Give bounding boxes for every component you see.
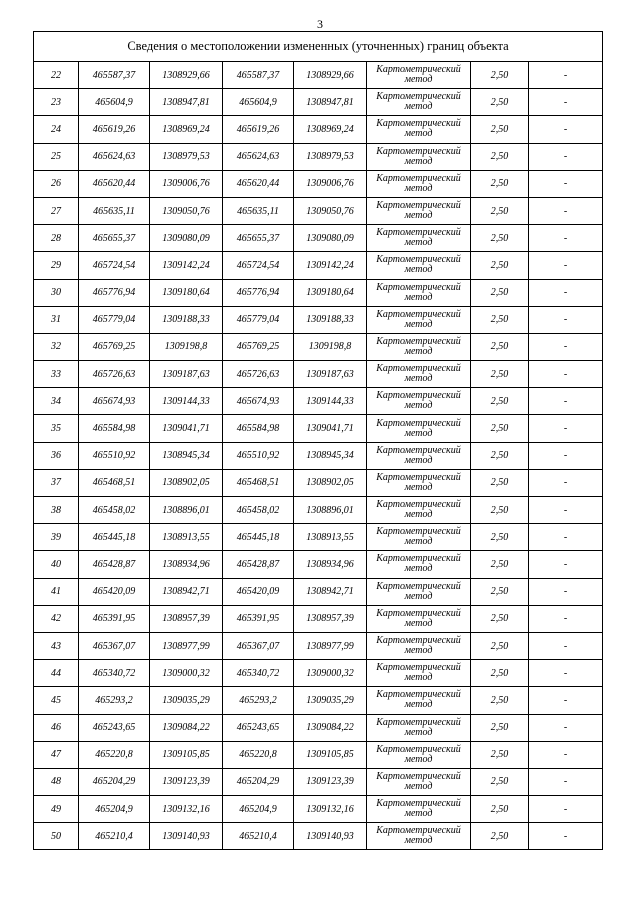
accuracy-cell: 2,50: [471, 524, 529, 551]
accuracy-cell: 2,50: [471, 714, 529, 741]
existing-x-cell: 465428,87: [79, 551, 150, 578]
new-x-cell: 465458,02: [223, 497, 294, 524]
description-cell: -: [529, 333, 603, 360]
existing-y-cell: 1309142,24: [150, 252, 223, 279]
new-x-cell: 465779,04: [223, 306, 294, 333]
existing-x-cell: 465243,65: [79, 714, 150, 741]
new-x-cell: 465635,11: [223, 197, 294, 224]
description-cell: -: [529, 279, 603, 306]
new-y-cell: 1308945,34: [294, 442, 367, 469]
table-row: [34, 442, 603, 469]
description-cell: -: [529, 551, 603, 578]
table-row: [34, 388, 603, 415]
table-row: [34, 62, 603, 89]
new-y-cell: 1309132,16: [294, 796, 367, 823]
existing-y-cell: 1308929,66: [150, 62, 223, 89]
existing-x-cell: 465210,4: [79, 823, 150, 850]
accuracy-cell: 2,50: [471, 252, 529, 279]
table-row: [34, 116, 603, 143]
table-row: [34, 687, 603, 714]
table-row: [34, 741, 603, 768]
accuracy-cell: 2,50: [471, 823, 529, 850]
existing-x-cell: 465584,98: [79, 415, 150, 442]
accuracy-cell: 2,50: [471, 687, 529, 714]
existing-x-cell: 465391,95: [79, 605, 150, 632]
new-y-cell: 1309035,29: [294, 687, 367, 714]
method-cell: Картометрический метод: [367, 116, 471, 143]
table-row: [34, 279, 603, 306]
point-number-cell: 30: [34, 279, 79, 306]
description-cell: -: [529, 605, 603, 632]
point-number-cell: 37: [34, 469, 79, 496]
new-y-cell: 1308929,66: [294, 62, 367, 89]
accuracy-cell: 2,50: [471, 333, 529, 360]
accuracy-cell: 2,50: [471, 741, 529, 768]
table-row: [34, 578, 603, 605]
method-cell: Картометрический метод: [367, 62, 471, 89]
method-cell: Картометрический метод: [367, 252, 471, 279]
table-row: [34, 252, 603, 279]
table-row: [34, 361, 603, 388]
new-y-cell: 1308957,39: [294, 605, 367, 632]
new-y-cell: 1309180,64: [294, 279, 367, 306]
existing-y-cell: 1309198,8: [150, 333, 223, 360]
new-y-cell: 1309006,76: [294, 170, 367, 197]
description-cell: -: [529, 116, 603, 143]
new-y-cell: 1309142,24: [294, 252, 367, 279]
point-number-cell: 49: [34, 796, 79, 823]
method-cell: Картометрический метод: [367, 306, 471, 333]
point-number-cell: 31: [34, 306, 79, 333]
accuracy-cell: 2,50: [471, 768, 529, 795]
method-cell: Картометрический метод: [367, 578, 471, 605]
accuracy-cell: 2,50: [471, 361, 529, 388]
table-row: [34, 551, 603, 578]
new-y-cell: 1308902,05: [294, 469, 367, 496]
accuracy-cell: 2,50: [471, 143, 529, 170]
new-y-cell: 1308979,53: [294, 143, 367, 170]
existing-x-cell: 465367,07: [79, 632, 150, 659]
point-number-cell: 25: [34, 143, 79, 170]
new-y-cell: 1309123,39: [294, 768, 367, 795]
description-cell: -: [529, 660, 603, 687]
new-x-cell: 465624,63: [223, 143, 294, 170]
method-cell: Картометрический метод: [367, 823, 471, 850]
new-y-cell: 1309080,09: [294, 225, 367, 252]
existing-y-cell: 1309080,09: [150, 225, 223, 252]
existing-y-cell: 1308979,53: [150, 143, 223, 170]
new-y-cell: 1309188,33: [294, 306, 367, 333]
existing-x-cell: 465445,18: [79, 524, 150, 551]
existing-y-cell: 1309000,32: [150, 660, 223, 687]
new-y-cell: 1308942,71: [294, 578, 367, 605]
table-row: [34, 197, 603, 224]
point-number-cell: 47: [34, 741, 79, 768]
point-number-cell: 33: [34, 361, 79, 388]
new-x-cell: 465243,65: [223, 714, 294, 741]
page-number: 3: [317, 17, 323, 31]
new-x-cell: 465367,07: [223, 632, 294, 659]
existing-y-cell: 1308977,99: [150, 632, 223, 659]
existing-y-cell: 1308945,34: [150, 442, 223, 469]
new-x-cell: 465293,2: [223, 687, 294, 714]
table-row: [34, 170, 603, 197]
description-cell: -: [529, 388, 603, 415]
description-cell: -: [529, 197, 603, 224]
accuracy-cell: 2,50: [471, 116, 529, 143]
existing-x-cell: 465779,04: [79, 306, 150, 333]
point-number-cell: 44: [34, 660, 79, 687]
accuracy-cell: 2,50: [471, 469, 529, 496]
table-row: [34, 143, 603, 170]
method-cell: Картометрический метод: [367, 225, 471, 252]
table-row: [34, 823, 603, 850]
method-cell: Картометрический метод: [367, 388, 471, 415]
point-number-cell: 43: [34, 632, 79, 659]
boundary-table: [33, 31, 603, 850]
new-x-cell: 465204,9: [223, 796, 294, 823]
existing-x-cell: 465624,63: [79, 143, 150, 170]
existing-x-cell: 465468,51: [79, 469, 150, 496]
new-y-cell: 1309084,22: [294, 714, 367, 741]
table-row: [34, 469, 603, 496]
existing-y-cell: 1309123,39: [150, 768, 223, 795]
new-x-cell: 465204,29: [223, 768, 294, 795]
description-cell: -: [529, 170, 603, 197]
description-cell: -: [529, 632, 603, 659]
new-x-cell: 465674,93: [223, 388, 294, 415]
new-x-cell: 465726,63: [223, 361, 294, 388]
method-cell: Картометрический метод: [367, 442, 471, 469]
accuracy-cell: 2,50: [471, 578, 529, 605]
new-x-cell: 465420,09: [223, 578, 294, 605]
method-cell: Картометрический метод: [367, 279, 471, 306]
existing-x-cell: 465604,9: [79, 89, 150, 116]
existing-y-cell: 1309035,29: [150, 687, 223, 714]
existing-x-cell: 465420,09: [79, 578, 150, 605]
accuracy-cell: 2,50: [471, 306, 529, 333]
description-cell: -: [529, 361, 603, 388]
new-x-cell: 465587,37: [223, 62, 294, 89]
point-number-cell: 28: [34, 225, 79, 252]
existing-y-cell: 1308947,81: [150, 89, 223, 116]
existing-x-cell: 465204,9: [79, 796, 150, 823]
new-y-cell: 1309105,85: [294, 741, 367, 768]
table-row: [34, 632, 603, 659]
new-y-cell: 1308947,81: [294, 89, 367, 116]
new-y-cell: 1309187,63: [294, 361, 367, 388]
point-number-cell: 39: [34, 524, 79, 551]
new-x-cell: 465510,92: [223, 442, 294, 469]
point-number-cell: 22: [34, 62, 79, 89]
description-cell: -: [529, 89, 603, 116]
description-cell: -: [529, 524, 603, 551]
existing-x-cell: 465220,8: [79, 741, 150, 768]
existing-y-cell: 1309050,76: [150, 197, 223, 224]
method-cell: Картометрический метод: [367, 361, 471, 388]
description-cell: -: [529, 497, 603, 524]
method-cell: Картометрический метод: [367, 333, 471, 360]
new-y-cell: 1309144,33: [294, 388, 367, 415]
new-x-cell: 465468,51: [223, 469, 294, 496]
method-cell: Картометрический метод: [367, 197, 471, 224]
new-x-cell: 465445,18: [223, 524, 294, 551]
existing-y-cell: 1309144,33: [150, 388, 223, 415]
existing-y-cell: 1309006,76: [150, 170, 223, 197]
method-cell: Картометрический метод: [367, 89, 471, 116]
method-cell: Картометрический метод: [367, 551, 471, 578]
method-cell: Картометрический метод: [367, 796, 471, 823]
existing-x-cell: 465510,92: [79, 442, 150, 469]
existing-y-cell: 1309084,22: [150, 714, 223, 741]
new-y-cell: 1309198,8: [294, 333, 367, 360]
accuracy-cell: 2,50: [471, 170, 529, 197]
method-cell: Картометрический метод: [367, 605, 471, 632]
new-y-cell: 1308896,01: [294, 497, 367, 524]
new-x-cell: 465620,44: [223, 170, 294, 197]
existing-y-cell: 1308957,39: [150, 605, 223, 632]
new-y-cell: 1308969,24: [294, 116, 367, 143]
description-cell: -: [529, 62, 603, 89]
accuracy-cell: 2,50: [471, 605, 529, 632]
existing-y-cell: 1308942,71: [150, 578, 223, 605]
point-number-cell: 27: [34, 197, 79, 224]
existing-x-cell: 465293,2: [79, 687, 150, 714]
point-number-cell: 41: [34, 578, 79, 605]
description-cell: -: [529, 306, 603, 333]
description-cell: -: [529, 687, 603, 714]
description-cell: -: [529, 469, 603, 496]
accuracy-cell: 2,50: [471, 388, 529, 415]
existing-y-cell: 1309140,93: [150, 823, 223, 850]
existing-x-cell: 465776,94: [79, 279, 150, 306]
point-number-cell: 36: [34, 442, 79, 469]
table-row: [34, 714, 603, 741]
existing-x-cell: 465674,93: [79, 388, 150, 415]
point-number-cell: 45: [34, 687, 79, 714]
table-row: [34, 497, 603, 524]
existing-y-cell: 1309105,85: [150, 741, 223, 768]
existing-x-cell: 465655,37: [79, 225, 150, 252]
method-cell: Картометрический метод: [367, 741, 471, 768]
description-cell: -: [529, 252, 603, 279]
point-number-cell: 23: [34, 89, 79, 116]
existing-x-cell: 465726,63: [79, 361, 150, 388]
existing-y-cell: 1308913,55: [150, 524, 223, 551]
new-x-cell: 465220,8: [223, 741, 294, 768]
table-row: [34, 415, 603, 442]
method-cell: Картометрический метод: [367, 632, 471, 659]
new-y-cell: 1309041,71: [294, 415, 367, 442]
new-x-cell: 465584,98: [223, 415, 294, 442]
accuracy-cell: 2,50: [471, 796, 529, 823]
existing-y-cell: 1309187,63: [150, 361, 223, 388]
new-x-cell: 465776,94: [223, 279, 294, 306]
description-cell: -: [529, 415, 603, 442]
existing-y-cell: 1309180,64: [150, 279, 223, 306]
description-cell: -: [529, 578, 603, 605]
table-body: [34, 62, 603, 850]
point-number-cell: 26: [34, 170, 79, 197]
method-cell: Картометрический метод: [367, 497, 471, 524]
new-y-cell: 1308913,55: [294, 524, 367, 551]
accuracy-cell: 2,50: [471, 415, 529, 442]
new-y-cell: 1309140,93: [294, 823, 367, 850]
existing-x-cell: 465635,11: [79, 197, 150, 224]
table-title: Сведения о местоположении измененных (уточненных) границ объекта: [34, 32, 603, 62]
method-cell: Картометрический метод: [367, 660, 471, 687]
existing-x-cell: 465204,29: [79, 768, 150, 795]
method-cell: Картометрический метод: [367, 768, 471, 795]
method-cell: Картометрический метод: [367, 170, 471, 197]
accuracy-cell: 2,50: [471, 632, 529, 659]
method-cell: Картометрический метод: [367, 687, 471, 714]
point-number-cell: 38: [34, 497, 79, 524]
new-x-cell: 465210,4: [223, 823, 294, 850]
table-row: [34, 660, 603, 687]
accuracy-cell: 2,50: [471, 197, 529, 224]
table-row: [34, 524, 603, 551]
existing-x-cell: 465587,37: [79, 62, 150, 89]
new-x-cell: 465619,26: [223, 116, 294, 143]
accuracy-cell: 2,50: [471, 89, 529, 116]
description-cell: -: [529, 823, 603, 850]
existing-y-cell: 1308969,24: [150, 116, 223, 143]
table-row: [34, 225, 603, 252]
method-cell: Картометрический метод: [367, 524, 471, 551]
method-cell: Картометрический метод: [367, 469, 471, 496]
accuracy-cell: 2,50: [471, 442, 529, 469]
point-number-cell: 34: [34, 388, 79, 415]
accuracy-cell: 2,50: [471, 497, 529, 524]
description-cell: -: [529, 714, 603, 741]
point-number-cell: 24: [34, 116, 79, 143]
new-y-cell: 1309050,76: [294, 197, 367, 224]
new-x-cell: 465391,95: [223, 605, 294, 632]
new-x-cell: 465655,37: [223, 225, 294, 252]
existing-y-cell: 1308896,01: [150, 497, 223, 524]
point-number-cell: 35: [34, 415, 79, 442]
existing-y-cell: 1308902,05: [150, 469, 223, 496]
point-number-cell: 32: [34, 333, 79, 360]
method-cell: Картометрический метод: [367, 415, 471, 442]
accuracy-cell: 2,50: [471, 660, 529, 687]
new-x-cell: 465724,54: [223, 252, 294, 279]
point-number-cell: 40: [34, 551, 79, 578]
table-row: [34, 89, 603, 116]
existing-x-cell: 465769,25: [79, 333, 150, 360]
new-x-cell: 465769,25: [223, 333, 294, 360]
new-y-cell: 1308977,99: [294, 632, 367, 659]
table-row: [34, 768, 603, 795]
existing-x-cell: 465620,44: [79, 170, 150, 197]
new-x-cell: 465340,72: [223, 660, 294, 687]
point-number-cell: 46: [34, 714, 79, 741]
new-x-cell: 465428,87: [223, 551, 294, 578]
existing-x-cell: 465724,54: [79, 252, 150, 279]
method-cell: Картометрический метод: [367, 714, 471, 741]
existing-y-cell: 1308934,96: [150, 551, 223, 578]
existing-y-cell: 1309041,71: [150, 415, 223, 442]
description-cell: -: [529, 442, 603, 469]
existing-x-cell: 465340,72: [79, 660, 150, 687]
method-cell: Картометрический метод: [367, 143, 471, 170]
existing-y-cell: 1309188,33: [150, 306, 223, 333]
point-number-cell: 42: [34, 605, 79, 632]
accuracy-cell: 2,50: [471, 551, 529, 578]
accuracy-cell: 2,50: [471, 62, 529, 89]
point-number-cell: 48: [34, 768, 79, 795]
table-row: [34, 306, 603, 333]
description-cell: -: [529, 796, 603, 823]
table-row: [34, 796, 603, 823]
table-row: [34, 605, 603, 632]
description-cell: -: [529, 225, 603, 252]
description-cell: -: [529, 143, 603, 170]
description-cell: -: [529, 741, 603, 768]
accuracy-cell: 2,50: [471, 279, 529, 306]
point-number-cell: 50: [34, 823, 79, 850]
description-cell: -: [529, 768, 603, 795]
existing-y-cell: 1309132,16: [150, 796, 223, 823]
new-y-cell: 1309000,32: [294, 660, 367, 687]
new-x-cell: 465604,9: [223, 89, 294, 116]
table-row: [34, 333, 603, 360]
new-y-cell: 1308934,96: [294, 551, 367, 578]
existing-x-cell: 465619,26: [79, 116, 150, 143]
existing-x-cell: 465458,02: [79, 497, 150, 524]
accuracy-cell: 2,50: [471, 225, 529, 252]
point-number-cell: 29: [34, 252, 79, 279]
